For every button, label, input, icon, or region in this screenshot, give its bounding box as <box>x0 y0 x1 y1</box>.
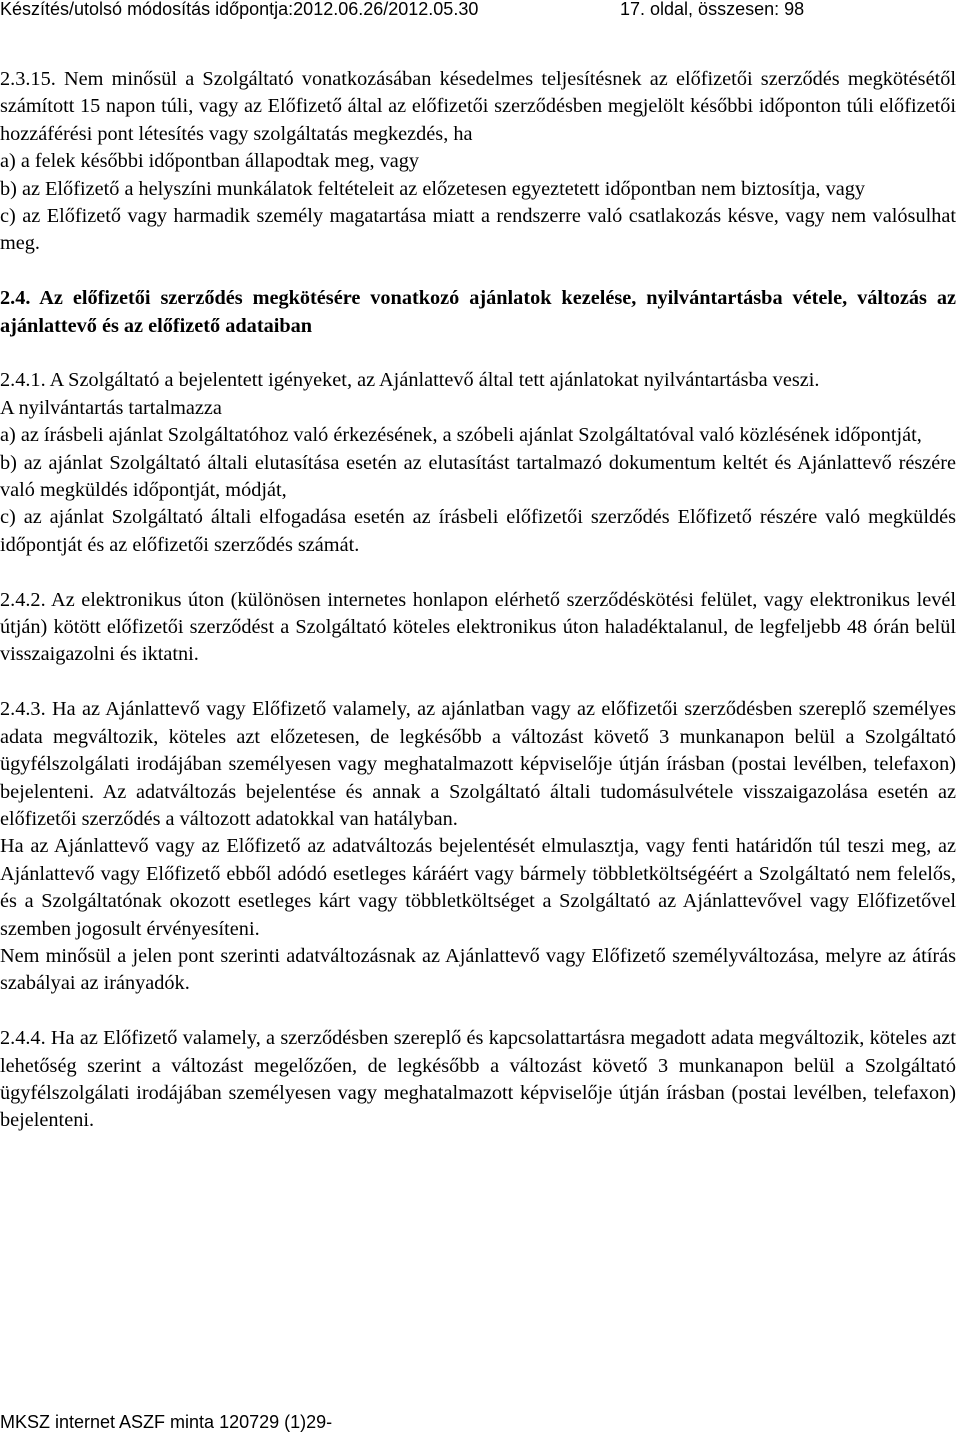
paragraph-person-change: Nem minősül a jelen pont szerinti adatváltozásnak az Ajánlattevő vagy Előfizető személyváltozása, melyre az átírás szabályai az irányadók. <box>0 944 956 995</box>
spacer <box>0 258 956 285</box>
paragraph-2-4-2: 2.4.2. Az elektronikus úton (különösen internetes honlapon elérhető szerződéskötési felület, vagy elektronikus levél útján) kötött előfizetői szerződést a Szolgáltató köteles elektronikus úton haladéktalanul, de legfeljebb 48 órán belül visszaigazolni és iktatni. <box>0 588 956 666</box>
spacer <box>0 669 956 696</box>
spacer <box>0 340 956 367</box>
page-footer: MKSZ internet ASZF minta 120729 (1)29- <box>0 1412 333 1432</box>
paragraph-2-4-1: 2.4.1. A Szolgáltató a bejelentett igényeket, az Ajánlattevő által tett ajánlatokat nyilvántartásba veszi. <box>0 369 820 392</box>
list-item-c: c) az Előfizető vagy harmadik személy magatartása miatt a rendszerre való csatlakozás késve, vagy nem valósulhat meg. <box>0 205 956 255</box>
document-body <box>0 66 956 1135</box>
list-item-a: a) a felek későbbi időpontban állapodtak meg, vagy <box>0 150 420 173</box>
header-timestamp: Készítés/utolsó módosítás időpontja:2012.06.26/2012.05.30 <box>0 0 479 19</box>
section-heading-2-4: 2.4. Az előfizetői szerződés megkötésére vonatkozó ajánlatok kezelése, nyilvántartásba vétele, változás az ajánlattevő és az előfizető adataiban <box>0 287 956 337</box>
spacer <box>0 998 956 1025</box>
list-item-b: b) az Előfizető a helyszíni munkálatok feltételeit az előzetesen egyeztetett időpontban nem biztosítja, vagy <box>0 177 865 200</box>
header-page-count: 17. oldal, összesen: 98 <box>620 0 805 19</box>
paragraph-2-4-4: 2.4.4. Ha az Előfizető valamely, a szerződésben szereplő és kapcsolattartásra megadott adata megváltozik, köteles azt lehetőség szerint a változást megelőzően, de legkésőbb a változást követő 3 munkanapon belül a Szolgáltató ügyfélszolgálati irodájában személyesen vagy meghatalmazott képviselője útján írásban (postai levélben, telefaxon) bejelenteni. <box>0 1027 956 1132</box>
paragraph-missed-notification: Ha az Ajánlattevő vagy az Előfizető az adatváltozás bejelentését elmulasztja, vagy fenti határidőn túl teszi meg, az Ajánlattevő vagy Előfizető ebből adódó esetleges káráért vagy bármely többletköltségéért a Szolgáltató nem felelős, és a Szolgáltatónak okozott esetleges kárt vagy többletköltséget a Szolgáltató az Ajánlattevővel vagy Előfizetővel szemben jogosult érvényesíteni. <box>0 835 956 940</box>
list-item-a: a) az írásbeli ajánlat Szolgáltatóhoz való érkezésének, a szóbeli ajánlat Szolgáltatóval való közlésének időpontját, <box>0 424 922 447</box>
paragraph-register-contents: A nyilvántartás tartalmazza <box>0 396 222 419</box>
paragraph-2-4-3: 2.4.3. Ha az Ajánlattevő vagy Előfizető valamely, az ajánlatban vagy az előfizetői szerződésben szereplő személyes adata megváltozik, köteles azt előzetesen, de legkésőbb a változást követő 3 munkanapon belül a Szolgáltató ügyfélszolgálati irodájában személyesen vagy meghatalmazott képviselője útján írásban (postai levélben, telefaxon) bejelenteni. Az adatváltozás bejelentése és annak a Szolgáltató általi tudomásulvétele visszaigazolása esetén az előfizetői szerződés a változott adatokkal van hatályban. <box>0 698 956 830</box>
list-item-b: b) az ajánlat Szolgáltató általi elutasítása esetén az elutasítást tartalmazó dokumentum keltét és Ajánlattevő részére való megküldés időpontját, módját, <box>0 451 956 502</box>
spacer <box>0 559 956 586</box>
paragraph-2-3-15: 2.3.15. Nem minősül a Szolgáltató vonatkozásában késedelmes teljesítésnek az előfizetői szerződés megkötésétől számított 15 napon túli, vagy az Előfizető által az előfizetői szerződésben megjelölt későbbi időponton túli előfizetői hozzáférési pont létesítés vagy szolgáltatás megkezdés, ha <box>0 68 956 145</box>
list-item-c: c) az ajánlat Szolgáltató általi elfogadása esetén az írásbeli előfizetői szerződés Előfizető részére való megküldés időpontját és az előfizetői szerződés számát. <box>0 506 956 556</box>
